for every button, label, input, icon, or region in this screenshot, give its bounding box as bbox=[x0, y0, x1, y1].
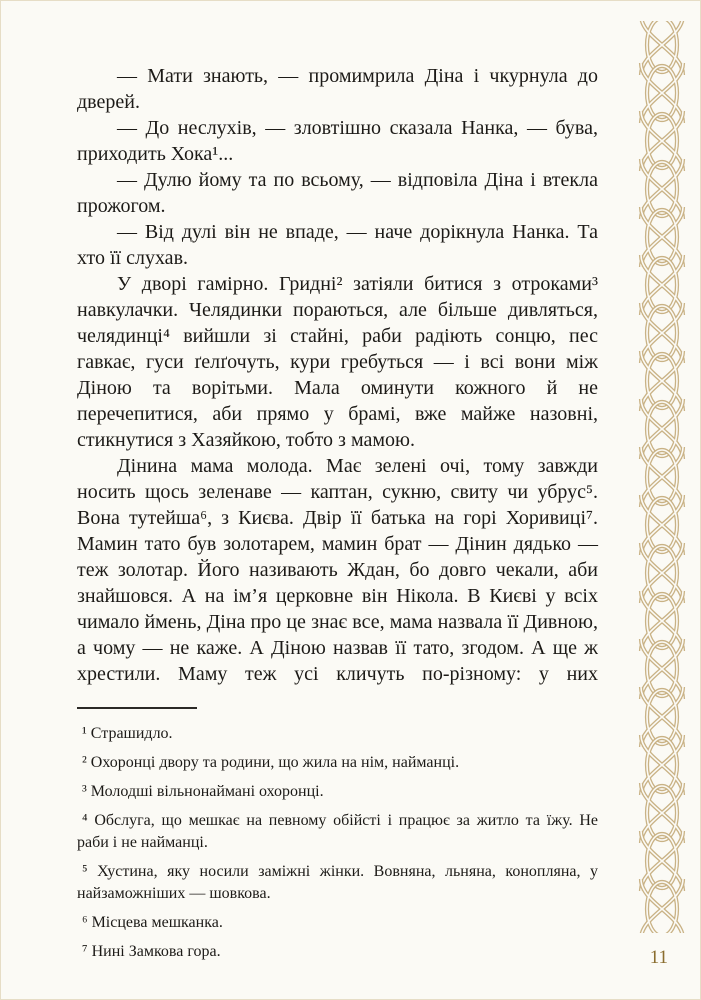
footnote: ⁵ Хустина, яку носили заміжні жінки. Вовняна, льняна, конопляна, у найзаможніших — шовкова. bbox=[77, 863, 598, 902]
footnote: ¹ Страшидло. bbox=[82, 725, 173, 742]
footnote-divider bbox=[77, 707, 197, 709]
paragraph: — Мати знають, — промимрила Діна і чкурнула до дверей. bbox=[77, 65, 598, 113]
footnote: ⁴ Обслуга, що мешкає на певному обійсті і працює за житло та їжу. Не раби і не найманці. bbox=[77, 812, 598, 851]
page-text bbox=[77, 63, 598, 970]
paragraph: — До неслухів, — зловтішно сказала Нанка, — бува, приходить Хока¹... bbox=[77, 117, 598, 165]
footnote: ² Охоронці двору та родини, що жила на нім, найманці. bbox=[82, 754, 460, 771]
paragraph: Дінина мама молода. Має зелені очі, тому завжди носить щось зеленаве — каптан, сукню, свиту чи убрус⁵. Вона тутейша⁶, з Києва. Двір її батька на горі Хоривиці⁷. Мамин тато був золотарем, мамин брат — Дінин дядько — теж золотар. Його називають Ждан, бо довго чекали, аби знайшовся. А на ім’я церковне він Нікола. В Києві у всіх чимало ймень, Діна про це знає все, мама назвала її Дивною, а чому — не каже. А Діною назвав її тато, згодом. А ще ж хрестили. Маму теж усі кличуть по-різному: у них bbox=[77, 455, 598, 685]
paragraph: — Від дулі він не впаде, — наче дорікнула Нанка. Та хто її слухав. bbox=[77, 221, 598, 269]
footnote: ³ Молодші вільнонаймані охоронці. bbox=[82, 783, 324, 800]
paragraph: У дворі гамірно. Гридні² затіяли битися з отроками³ навкулачки. Челядинки пораються, але більше дивляться, челядинці⁴ вийшли зі стайні, раби радіють сонцю, пес гавкає, гуси ґелґочуть, кури гребуться — і всі вони між Діною та ворітьми. Мала оминути кожного й не перечепитися, аби прямо у брамі, вже майже назовні, стикнутися з Хазяйкою, тобто з мамою. bbox=[77, 273, 598, 451]
footnote: ⁶ Місцева мешканка. bbox=[82, 914, 223, 931]
page-number: 11 bbox=[649, 947, 668, 968]
knot-ornament-border bbox=[629, 21, 695, 933]
paragraph: — Дулю йому та по всьому, — відповіла Діна і втекла прожогом. bbox=[77, 169, 598, 217]
footnote: ⁷ Нині Замкова гора. bbox=[82, 943, 221, 960]
